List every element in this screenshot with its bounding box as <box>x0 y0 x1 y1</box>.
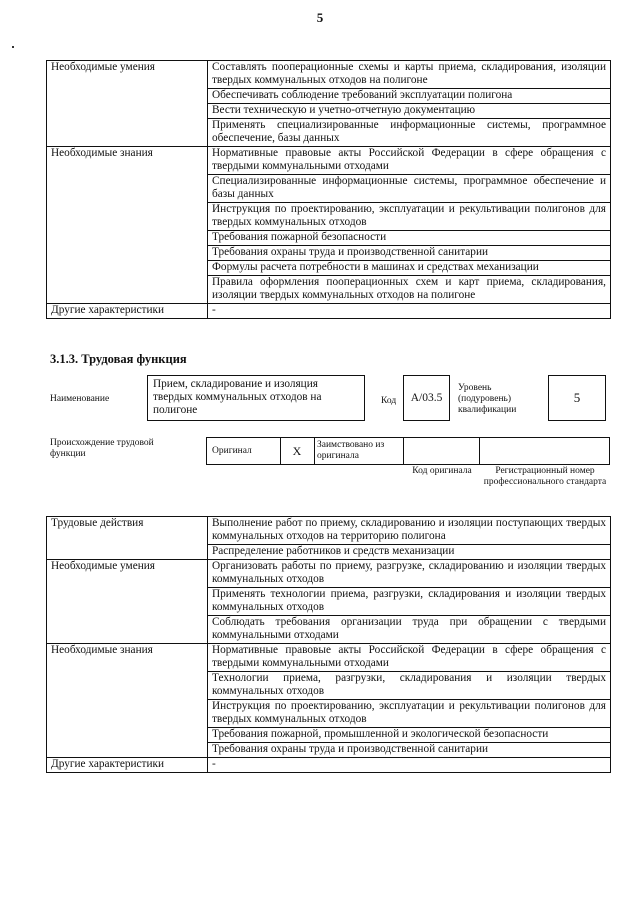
table-row <box>47 644 611 672</box>
row-item: Специализированные информационные системы, программное обеспечение и базы данных <box>208 175 611 203</box>
row-category: Необходимые знания <box>47 147 208 304</box>
row-item: Требования охраны труда и производственной санитарии <box>208 246 611 261</box>
row-item: Нормативные правовые акты Российской Федерации в сфере обращения с твердыми коммунальными отходами <box>208 147 611 175</box>
row-item: Соблюдать требования организации труда при обращении с твердыми коммунальными отходами <box>208 616 611 644</box>
name-label: Наименование <box>50 394 110 404</box>
row-item: Требования пожарной безопасности <box>208 231 611 246</box>
row-category: Необходимые умения <box>47 61 208 147</box>
original-mark: X <box>292 443 302 458</box>
row-item: Инструкция по проектированию, эксплуатации и рекультивации полигонов для твердых коммунальных отходов <box>208 203 611 231</box>
row-item: Распределение работников и средств механизации <box>208 545 611 560</box>
row-category: Необходимые умения <box>47 560 208 644</box>
table-row <box>47 517 611 545</box>
row-category: Другие характеристики <box>47 304 208 319</box>
row-item: Требования охраны труда и производственной санитарии <box>208 743 611 758</box>
row-item: Нормативные правовые акты Российской Федерации в сфере обращения с твердыми коммунальными отходами <box>208 644 611 672</box>
origin-label: Происхождение трудовой функции <box>50 438 154 459</box>
function-name: Прием, складирование и изоляция твердых коммунальных отходов на полигоне <box>153 378 322 416</box>
table-row <box>47 758 611 773</box>
row-item: - <box>208 304 611 319</box>
scan-dot <box>12 46 14 48</box>
row-item: Применять специализированные информационные системы, программное обеспечение, базы данных <box>208 119 611 147</box>
table-row <box>47 304 611 319</box>
row-item: Вести техническую и учетно-отчетную документацию <box>208 104 611 119</box>
competency-table-1 <box>46 60 611 319</box>
section-title: 3.1.3. Трудовая функция <box>50 352 187 366</box>
table-row <box>47 560 611 588</box>
original-label: Оригинал <box>212 446 252 456</box>
function-name-box <box>147 375 365 421</box>
row-item: Обеспечивать соблюдение требований эксплуатации полигона <box>208 89 611 104</box>
table-row <box>47 147 611 175</box>
row-item: Правила оформления пооперационных схем и карт приема, складирования, изоляции твердых коммунальных отходов на полигоне <box>208 276 611 304</box>
competency-table-2 <box>46 516 611 773</box>
code-original-cell <box>403 438 480 464</box>
row-item: Формулы расчета потребности в машинах и средствах механизации <box>208 261 611 276</box>
row-item: Составлять пооперационные схемы и карты приема, складирования, изоляции твердых коммунальных отходов на полигоне <box>208 61 611 89</box>
level-label: Уровень (подуровень) квалификации <box>458 383 517 415</box>
level-value: 5 <box>573 390 581 405</box>
row-item: - <box>208 758 611 773</box>
row-item: Выполнение работ по приему, складированию и изоляции поступающих твердых коммунальных отходов на территорию полигона <box>208 517 611 545</box>
code-original-caption: Код оригинала <box>412 466 472 476</box>
row-category: Необходимые знания <box>47 644 208 758</box>
row-item: Применять технологии приема, разгрузки, складирования и изоляции твердых коммунальных отходов <box>208 588 611 616</box>
row-item: Организовать работы по приему, разгрузке, складированию и изоляции твердых коммунальных отходов <box>208 560 611 588</box>
page-number: 5 <box>316 10 324 25</box>
origin-row <box>206 437 610 465</box>
borrowed-label: Заимствовано из оригинала <box>317 440 385 461</box>
row-category: Трудовые действия <box>47 517 208 560</box>
level-box <box>548 375 606 421</box>
code-label: Код <box>381 396 397 406</box>
code-box <box>403 375 450 421</box>
table-row <box>47 61 611 89</box>
row-item: Инструкция по проектированию, эксплуатации и рекультивации полигонов для твердых коммунальных отходов <box>208 700 611 728</box>
code-value: A/03.5 <box>410 392 443 404</box>
row-item: Требования пожарной, промышленной и экологической безопасности <box>208 728 611 743</box>
row-item: Технологии приема, разгрузки, складирования и изоляции твердых коммунальных отходов <box>208 672 611 700</box>
row-category: Другие характеристики <box>47 758 208 773</box>
reg-number-caption: Регистрационный номер профессионального стандарта <box>483 466 607 487</box>
reg-number-cell <box>479 438 609 464</box>
